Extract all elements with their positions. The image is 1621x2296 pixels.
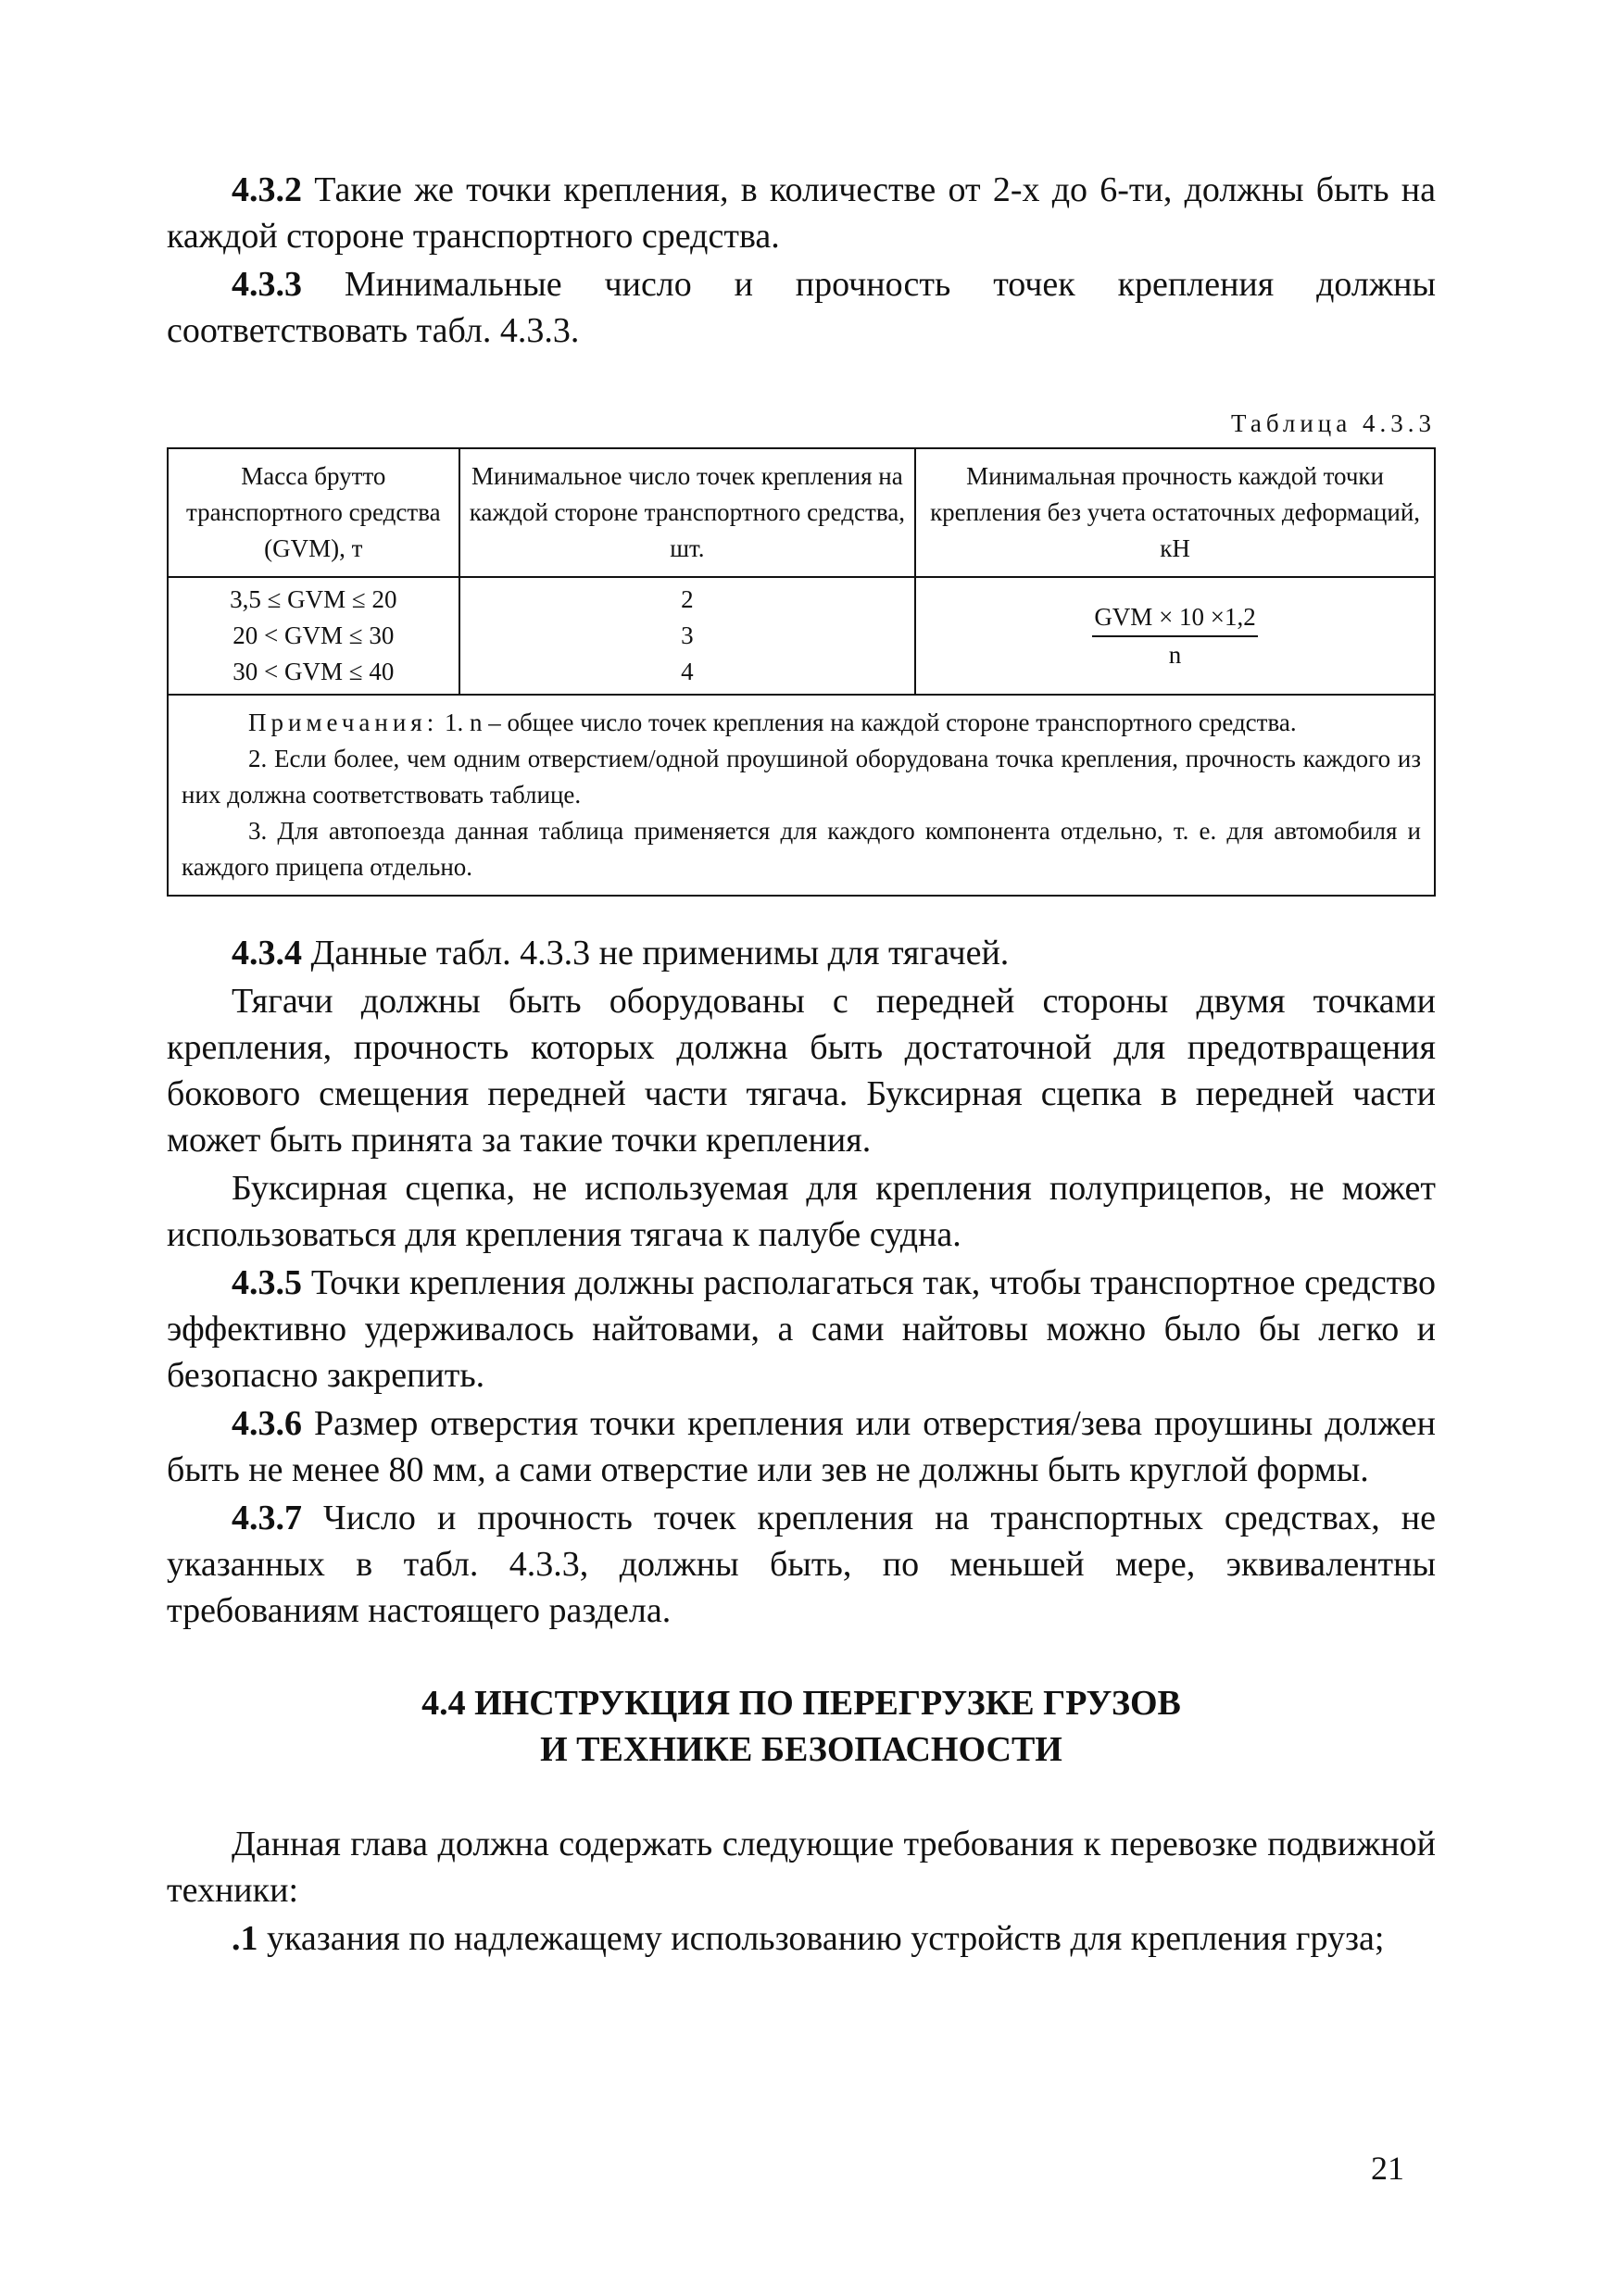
strength-formula bbox=[1092, 599, 1257, 673]
paragraph-4-3-7 bbox=[167, 1495, 1436, 1634]
table-notes-row bbox=[168, 695, 1435, 896]
paragraph-text: Данные табл. 4.3.3 не применимы для тягачей. bbox=[302, 934, 1010, 972]
strength-formula-cell bbox=[915, 577, 1435, 695]
paragraph-text: Такие же точки крепления, в количестве от 2-х до 6-ти, должны быть на каждой стороне транспортного средства. bbox=[167, 170, 1436, 256]
paragraph-text: Буксирная сцепка, не используемая для крепления полуприцепов, не может использоваться для крепления тягача к палубе судна. bbox=[167, 1169, 1436, 1254]
paragraph-item-1 bbox=[167, 1915, 1436, 1962]
formula-numerator: GVM × 10 ×1,2 bbox=[1092, 599, 1257, 637]
paragraph-tractors bbox=[167, 978, 1436, 1163]
note-text: 1. n – общее число точек крепления на каждой стороне транспортного средства. bbox=[438, 709, 1297, 736]
paragraph-towing-hitch bbox=[167, 1165, 1436, 1258]
table-row bbox=[168, 577, 1435, 695]
clause-number: .1 bbox=[232, 1919, 258, 1958]
note-3: 3. Для автопоезда данная таблица применяется для каждого компонента отдельно, т. е. для автомобиля и каждого прицепа отдельно. bbox=[182, 817, 1421, 881]
mass-range: 30 < GVM ≤ 40 bbox=[232, 658, 395, 685]
paragraph-4-3-4 bbox=[167, 930, 1436, 976]
paragraph-text: Тягачи должны быть оборудованы с передней стороны двумя точками крепления, прочность которых должна быть достаточной для предотвращения бокового смещения передней части тягача. Буксирная сцепка в передней части может быть принята за такие точки крепления. bbox=[167, 982, 1436, 1160]
clause-number: 4.3.2 bbox=[232, 170, 302, 209]
paragraph-text: Данная глава должна содержать следующие требования к перевозке подвижной техники: bbox=[167, 1825, 1436, 1910]
header-min-points: Минимальное число точек крепления на каждой стороне транспортного средства, шт. bbox=[459, 448, 915, 577]
paragraph-chapter-intro bbox=[167, 1821, 1436, 1913]
middle-paragraphs bbox=[167, 930, 1436, 1634]
attachment-points-table bbox=[167, 447, 1436, 897]
page-number: 21 bbox=[1371, 2150, 1404, 2187]
min-points-value: 4 bbox=[681, 658, 694, 685]
mass-ranges-cell bbox=[168, 577, 459, 695]
table-caption: Таблица 4.3.3 bbox=[1231, 409, 1436, 437]
clause-number: 4.3.7 bbox=[232, 1499, 302, 1537]
paragraph-text: указания по надлежащему использованию устройств для крепления груза; bbox=[258, 1919, 1385, 1958]
min-points-value: 2 bbox=[681, 585, 694, 613]
section-heading-line: И ТЕХНИКЕ БЕЗОПАСНОСТИ bbox=[540, 1730, 1062, 1769]
paragraph-text: Минимальные число и прочность точек крепления должны соответствовать табл. 4.3.3. bbox=[167, 265, 1436, 350]
mass-range: 20 < GVM ≤ 30 bbox=[232, 621, 395, 649]
paragraph-4-3-3 bbox=[167, 261, 1436, 354]
section-heading-line: 4.4 ИНСТРУКЦИЯ ПО ПЕРЕГРУЗКЕ ГРУЗОВ bbox=[421, 1684, 1181, 1723]
note-1 bbox=[182, 705, 1421, 741]
paragraph-4-3-6 bbox=[167, 1400, 1436, 1493]
clause-number: 4.3.4 bbox=[232, 934, 302, 972]
note-2: 2. Если более, чем одним отверстием/одной проушиной оборудована точка крепления, прочность каждого из них должна соответствовать таблице. bbox=[182, 745, 1421, 809]
header-min-strength: Минимальная прочность каждой точки крепления без учета остаточных деформаций, кН bbox=[915, 448, 1435, 577]
section-heading bbox=[167, 1680, 1436, 1773]
header-gross-mass: Масса брутто транспортного средства (GVM), т bbox=[168, 448, 459, 577]
formula-denominator: n bbox=[1168, 640, 1182, 669]
paragraph-4-3-5 bbox=[167, 1260, 1436, 1399]
clause-number: 4.3.6 bbox=[232, 1404, 302, 1443]
mass-range: 3,5 ≤ GVM ≤ 20 bbox=[230, 585, 397, 613]
paragraph-text: Точки крепления должны располагаться так, чтобы транспортное средство эффективно удерживалось найтовами, а сами найтовы можно было бы легко и безопасно закрепить. bbox=[167, 1263, 1436, 1395]
paragraph-text: Размер отверстия точки крепления или отверстия/зева проушины должен быть не менее 80 мм, а сами отверстие или зев не должны быть круглой формы. bbox=[167, 1404, 1436, 1489]
paragraph-text: Число и прочность точек крепления на транспортных средствах, не указанных в табл. 4.3.3, должны быть, по меньшей мере, эквивалентны требованиям настоящего раздела. bbox=[167, 1499, 1436, 1630]
paragraph-4-3-2 bbox=[167, 167, 1436, 259]
table-header-row bbox=[168, 448, 1435, 577]
notes-cell bbox=[168, 695, 1435, 896]
clause-number: 4.3.3 bbox=[232, 265, 302, 304]
min-points-cell bbox=[459, 577, 915, 695]
notes-label: Примечания: bbox=[248, 709, 439, 736]
min-points-value: 3 bbox=[681, 621, 694, 649]
document-page bbox=[167, 167, 1436, 1964]
clause-number: 4.3.5 bbox=[232, 1263, 302, 1302]
